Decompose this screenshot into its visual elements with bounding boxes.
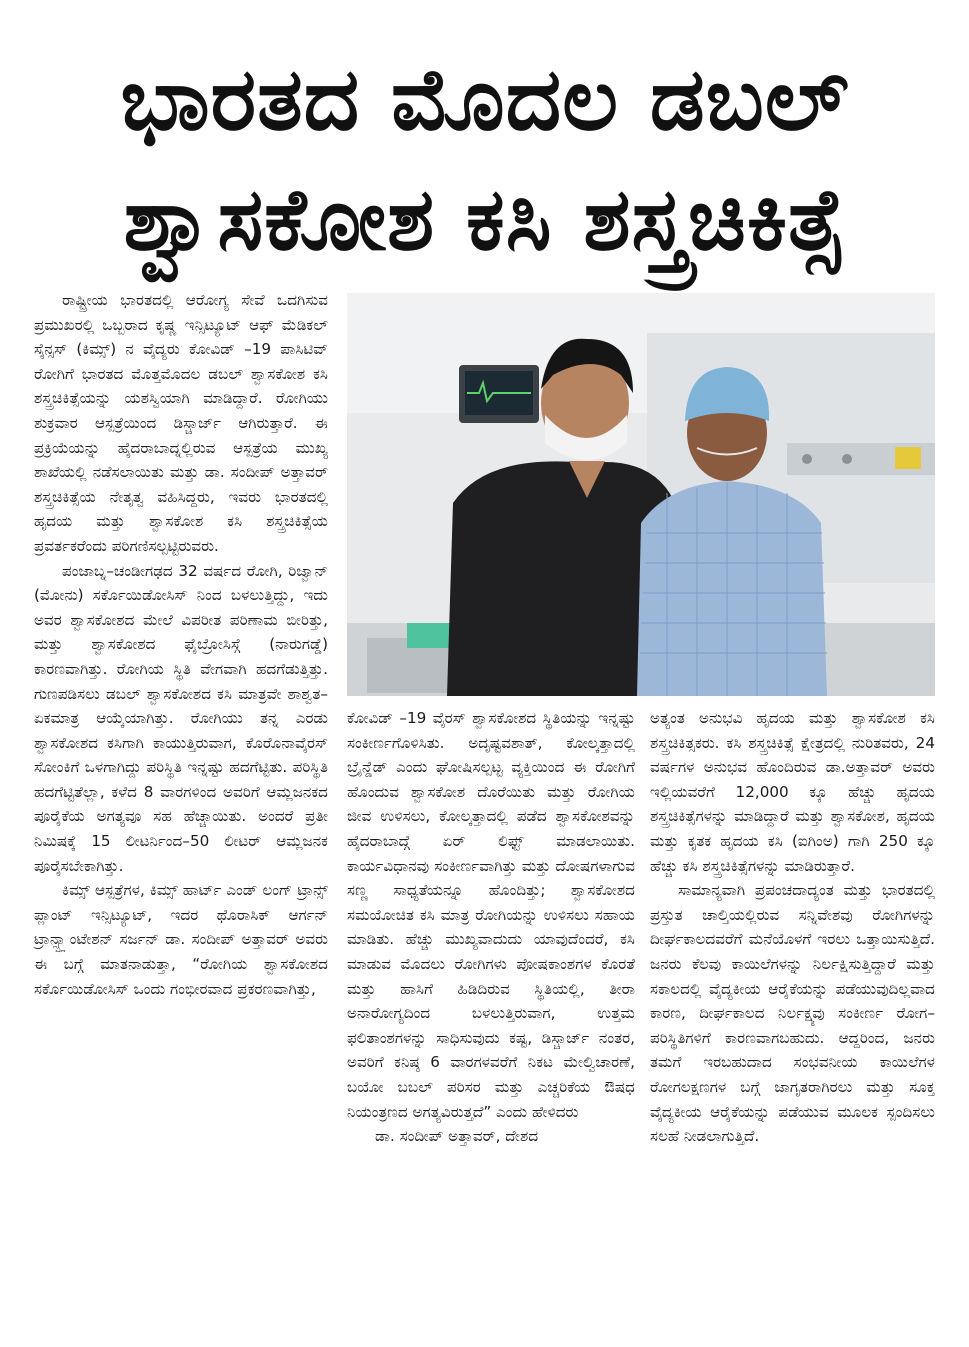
headline	[30, 40, 940, 280]
article-column-1	[34, 288, 328, 1001]
paragraph: ಡಾ. ಸಂದೀಪ್ ಅತ್ತಾವರ್, ದೇಶದ	[375, 1127, 539, 1146]
paragraph: ರಾಷ್ಟ್ರೀಯ ಭಾರತದಲ್ಲಿ ಆರೋಗ್ಯ ಸೇವೆ ಒದಗಿಸುವ ಪ್ರಮುಖರಲ್ಲಿ ಒಬ್ಬರಾದ ಕೃಷ್ಣ ಇನ್ಸಿಟ್ಯೂಟ್ ಆಫ್ ಮೆಡಿಕಲ್ ಸೈನ್ಸಸ್ (ಕಿಮ್ಸ್) ನ ವೈದ್ಯರು ಕೋವಿಡ್ –19 ಪಾಸಿಟಿವ್ ರೋಗಿಗೆ ಭಾರತದ ಮೊತ್ತಮೊದಲ ಡಬಲ್ ಶ್ವಾಸಕೋಶ ಕಸಿ ಶಸ್ತ್ರಚಿಕಿತ್ಸೆಯನ್ನು ಯಶಸ್ವಿಯಾಗಿ ಮಾಡಿದ್ದಾರೆ. ರೋಗಿಯು ಶುಕ್ರವಾರ ಆಸ್ಪತ್ರೆಯಿಂದ ಡಿಸ್ಚಾರ್ಜ್ ಆಗಿರುತ್ತಾರೆ. ಈ ಪ್ರಕ್ರಿಯೆಯನ್ನು ಹೈದರಾಬಾದ್ನಲ್ಲಿರುವ ಆಸ್ಪತ್ರೆಯ ಮುಖ್ಯ ಶಾಖೆಯಲ್ಲಿ ನಡೆಸಲಾಯಿತು ಮತ್ತು ಡಾ. ಸಂದೀಪ್ ಅತ್ತಾವರ್ ಶಸ್ತ್ರಚಿಕಿತ್ಸೆಯ ನೇತೃತ್ವ ವಹಿಸಿದ್ದರು, ಇವರು ಭಾರತದಲ್ಲಿ ಹೃದಯ ಮತ್ತು ಶ್ವಾಸಕೋಶ ಕಸಿ ಶಸ್ತ್ರಚಿಕಿತ್ಸೆಯ ಪ್ರವರ್ತಕರೆಂದು ಪರಿಗಣಿಸಲ್ಪಟ್ಟಿರುವರು.	[34, 291, 328, 555]
paragraph: ಪಂಜಾಬ್ನ–ಚಂಡೀಗಢದ 32 ವರ್ಷದ ರೋಗಿ, ರಿಜ್ವಾನ್ (ಮೋನು) ಸರ್ಕೊಯಿಡೋಸಿಸ್ ನಿಂದ ಬಳಲುತ್ತಿದ್ದು, ಇದು ಅವರ ಶ್ವಾಸಕೋಶದ ಮೇಲೆ ವಿಪರೀತ ಪರಿಣಾಮ ಬೀರಿತ್ತು, ಮತ್ತು ಶ್ವಾಸಕೋಶದ ಫೈಬ್ರೋಸಿಸ್ಗೆ (ನಾರುಗಡ್ಡೆ) ಕಾರಣವಾಗಿತ್ತು. ರೋಗಿಯ ಸ್ಥಿತಿ ವೇಗವಾಗಿ ಹದಗೆಡುತ್ತಿತ್ತು. ಗುಣಪಡಿಸಲು ಡಬಲ್ ಶ್ವಾಸಕೋಶದ ಕಸಿ ಮಾತ್ರವೇ ಶಾಶ್ವತ–ಏಕಮಾತ್ರ ಆಯ್ಕೆಯಾಗಿತ್ತು. ರೋಗಿಯು ತನ್ನ ಎರಡು ಶ್ವಾಸಕೋಶದ ಕಸಿಗಾಗಿ ಕಾಯುತ್ತಿರುವಾಗ, ಕೊರೊನಾವೈರಸ್ ಸೋಂಕಿಗೆ ಒಳಗಾಗಿದ್ದು ಪರಿಸ್ಥಿತಿ ಇನ್ನಷ್ಟು ಹದಗೆಟ್ಟಿತು. ಪರಿಸ್ಥಿತಿ ಹದಗೆಟ್ಟಿತೆಲ್ಲಾ, ಕಳೆದ 8 ವಾರಗಳಿಂದ ಅವರಿಗೆ ಆಮ್ಲಜನಕದ ಪೂರೈಕೆಯ ಅಗತ್ಯವೂ ಸಹ ಹೆಚ್ಚಾಯಿತು. ಅಂದರೆ ಪ್ರತೀ ನಿಮಿಷಕ್ಕೆ 15 ಲೀಟರ್ನಿಂದ–50 ಲೀಟರ್ ಆಮ್ಲಜನಕ ಪೂರೈಸಬೇಕಾಗಿತ್ತು.	[34, 561, 328, 875]
headline-line-2: ಶ್ವಾಸಕೋಶ ಕಸಿ ಶಸ್ತ್ರಚಿಕಿತ್ಸೆ	[123, 170, 847, 270]
photo-icon	[347, 293, 935, 696]
paragraph: ಕಿಮ್ಸ್ ಆಸ್ಪತ್ರೆಗಳ, ಕಿಮ್ಸ್ ಹಾರ್ಟ್ ಎಂಡ್ ಲಂಗ್ ಟ್ರಾನ್ಸ್ ಪ್ಲಾಂಟ್ ಇನ್ಸಿಟ್ಯೂಟ್, ಇದರ ಥೊರಾಸಿಕ್ ಆರ್ಗನ್ ಟ್ರಾನ್ಸ್ಪ್ಲಾಂಟೇಶನ್ ಸರ್ಜನ್ ಡಾ. ಸಂದೀಪ್ ಅತ್ತಾವರ್ ಅವರು ಈ ಬಗ್ಗೆ ಮಾತನಾಡುತ್ತಾ, “ರೋಗಿಯ ಶ್ವಾಸಕೋಶದ ಸರ್ಕೊಯಿಡೋಸಿಸ್ ಒಂದು ಗಂಭೀರವಾದ ಪ್ರಕರಣವಾಗಿತ್ತು,	[34, 881, 328, 998]
article-column-2	[347, 706, 635, 1149]
headline-line-1: ಭಾರತದ ಮೊದಲ ಡಬಲ್	[120, 50, 850, 150]
paragraph: ಕೋವಿಡ್ –19 ವೈರಸ್ ಶ್ವಾಸಕೋಶದ ಸ್ಥಿತಿಯನ್ನು ಇನ್ನಷ್ಟು ಸಂಕೀರ್ಣಗೊಳಿಸಿತು. ಅದೃಷ್ಟವಶಾತ್, ಕೋಲ್ಕತ್ತಾದಲ್ಲಿ ಬ್ರೈನ್ಡೆಡ್ ಎಂದು ಘೋಷಿಸಲ್ಪಟ್ಟ ವ್ಯಕ್ತಿಯಿಂದ ಈ ರೋಗಿಗೆ ಹೊಂದುವ ಶ್ವಾಸಕೋಶ ದೊರೆಯಿತು ಮತ್ತು ರೋಗಿಯ ಜೀವ ಉಳಿಸಲು, ಕೋಲ್ಕತ್ತಾದಲ್ಲಿ ಪಡೆದ ಶ್ವಾಸಕೋಶವನ್ನು ಹೈದರಾಬಾದ್ಗೆ ಏರ್ ಲಿಫ್ಟ್ ಮಾಡಲಾಯಿತು. ಕಾರ್ಯವಿಧಾನವು ಸಂಕೀರ್ಣವಾಗಿತ್ತು ಮತ್ತು ದೋಷಗಳಾಗುವ ಸಣ್ಣ ಸಾಧ್ಯತೆಯನ್ನೂ ಹೊಂದಿತ್ತು; ಶ್ವಾಸಕೋಶದ ಸಮಯೋಚಿತ ಕಸಿ ಮಾತ್ರ ರೋಗಿಯನ್ನು ಉಳಿಸಲು ಸಹಾಯ ಮಾಡಿತು. ಹೆಚ್ಚು ಮುಖ್ಯವಾದುದು ಯಾವುದೆಂದರೆ, ಕಸಿ ಮಾಡುವ ಮೊದಲು ರೋಗಿಗಳು ಪೋಷಕಾಂಶಗಳ ಕೊರತೆ ಮತ್ತು ಹಾಸಿಗೆ ಹಿಡಿದಿರುವ ಸ್ಥಿತಿಯಲ್ಲಿ, ತೀರಾ ಅನಾರೋಗ್ಯದಿಂದ ಬಳಲುತ್ತಿರುವಾಗ, ಉತ್ತಮ ಫಲಿತಾಂಶಗಳನ್ನು ಸಾಧಿಸುವುದು ಕಷ್ಟ, ಡಿಸ್ಚಾರ್ಜ್ ನಂತರ, ಅವರಿಗೆ ಕನಿಷ್ಠ 6 ವಾರಗಳವರೆಗೆ ನಿಕಟ ಮೇಲ್ವಿಚಾರಣೆ, ಬಯೋ ಬಬಲ್ ಪರಿಸರ ಮತ್ತು ಎಚ್ಚರಿಕೆಯ ಔಷಧ ನಿಯಂತ್ರಣದ ಅಗತ್ಯವಿರುತ್ತದೆ” ಎಂದು ಹೇಳಿದರು	[347, 709, 635, 1121]
paragraph: ಅತ್ಯಂತ ಅನುಭವಿ ಹೃದಯ ಮತ್ತು ಶ್ವಾಸಕೋಶ ಕಸಿ ಶಸ್ತ್ರಚಿಕಿತ್ಸಕರು. ಕಸಿ ಶಸ್ತ್ರಚಿಕಿತ್ಸೆ ಕ್ಷೇತ್ರದಲ್ಲಿ ನುರಿತವರು, 24 ವರ್ಷಗಳ ಅನುಭವ ಹೊಂದಿರುವ ಡಾ.ಅತ್ತಾವರ್ ಅವರು ಇಲ್ಲಿಯವರೆಗೆ 12,000 ಕ್ಕೂ ಹೆಚ್ಚು ಹೃದಯ ಶಸ್ತ್ರಚಿಕಿತ್ಸೆಗಳನ್ನು ಮಾಡಿದ್ದಾರೆ ಮತ್ತು ಶ್ವಾಸಕೋಶ, ಹೃದಯ ಮತ್ತು ಕೃತಕ ಹೃದಯ ಕಸಿ (ಐಗಿಂಅ) ಗಾಗಿ 250 ಕ್ಕೂ ಹೆಚ್ಚು ಕಸಿ ಶಸ್ತ್ರಚಿಕಿತ್ಸೆಗಳನ್ನು ಮಾಡಿರುತ್ತಾರೆ.	[650, 709, 935, 875]
article-photo	[347, 293, 935, 696]
article-column-3	[650, 706, 935, 1149]
paragraph: ಸಾಮಾನ್ಯವಾಗಿ ಪ್ರಪಂಚದಾದ್ಯಂತ ಮತ್ತು ಭಾರತದಲ್ಲಿ ಪ್ರಸ್ತುತ ಚಾಲ್ತಿಯಲ್ಲಿರುವ ಸನ್ನಿವೇಶವು ರೋಗಿಗಳನ್ನು ದೀರ್ಘಕಾಲದವರೆಗೆ ಮನೆಯೊಳಗೆ ಇರಲು ಒತ್ತಾಯಿಸುತ್ತಿದೆ. ಜನರು ಕೆಲವು ಕಾಯಿಲೆಗಳನ್ನು ನಿರ್ಲಕ್ಷಿಸುತ್ತಿದ್ದಾರೆ ಮತ್ತು ಸಕಾಲದಲ್ಲಿ ವೈದ್ಯಕೀಯ ಆರೈಕೆಯನ್ನು ಪಡೆಯುವುದಿಲ್ಲವಾದ ಕಾರಣ, ದೀರ್ಘಕಾಲದ ನಿರ್ಲಕ್ಷ್ಯವು ಸಂಕೀರ್ಣ ರೋಗ–ಪರಿಸ್ಥಿತಿಗಳಿಗೆ ಕಾರಣವಾಗಬಹುದು. ಆದ್ದರಿಂದ, ಜನರು ತಮಗೆ ಇರಬಹುದಾದ ಸಂಭವನೀಯ ಕಾಯಿಲೆಗಳ ರೋಗಲಕ್ಷಣಗಳ ಬಗ್ಗೆ ಜಾಗೃತರಾಗಿರಲು ಮತ್ತು ಸೂಕ್ತ ವೈದ್ಯಕೀಯ ಆರೈಕೆಯನ್ನು ಪಡೆಯುವ ಮೂಲಕ ಸ್ಪಂದಿಸಲು ಸಲಹೆ ನೀಡಲಾಗುತ್ತಿದೆ.	[650, 881, 935, 1146]
